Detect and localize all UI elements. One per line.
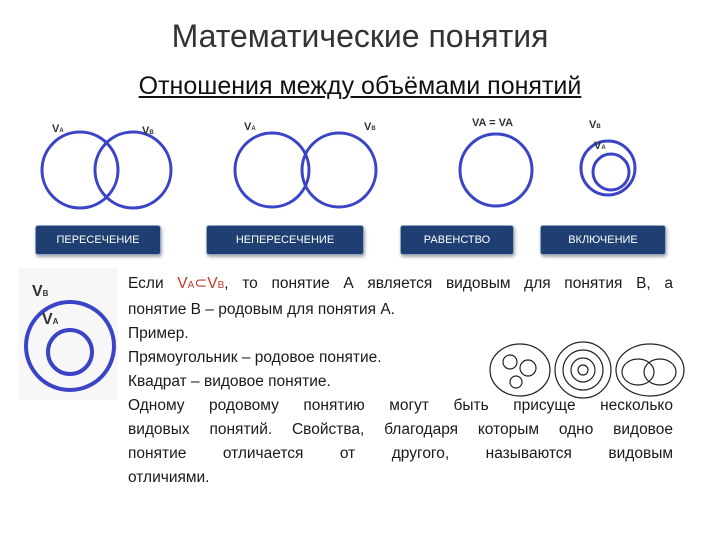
example-circle bbox=[616, 344, 684, 396]
example-diagrams bbox=[488, 340, 688, 402]
label-va: VA bbox=[52, 123, 64, 135]
text-line-4: Прямоугольник – родовое понятие. bbox=[128, 349, 382, 366]
circle-b-outer bbox=[26, 302, 114, 390]
example-separate-circles bbox=[490, 344, 550, 396]
circle-ab bbox=[460, 134, 532, 206]
non-intersection-diagram bbox=[235, 121, 376, 207]
example-overlap-ellipses bbox=[616, 344, 684, 396]
text-line-8: понятие отличается от другого, называются видовым bbox=[128, 445, 673, 462]
side-inclusion-diagram bbox=[18, 268, 118, 400]
inclusion-diagram bbox=[581, 119, 635, 195]
text-line-3: Пример. bbox=[128, 325, 189, 342]
example-circle bbox=[578, 365, 588, 375]
label-vb: VB bbox=[364, 121, 376, 133]
label-equality: VA = VA bbox=[472, 117, 514, 129]
side-diagram-svg bbox=[18, 268, 118, 400]
circle-b bbox=[95, 132, 171, 208]
example-circle bbox=[503, 355, 517, 369]
relations-diagrams bbox=[0, 110, 720, 225]
label-va: VA bbox=[594, 140, 606, 152]
inclusion-label: ВКЛЮЧЕНИЕ bbox=[540, 225, 666, 255]
label-vb: VB bbox=[142, 125, 154, 137]
example-nested-circles bbox=[555, 342, 611, 398]
example-circle bbox=[644, 359, 676, 385]
example-circle bbox=[510, 376, 522, 388]
text-line-1: Если VA⊂VB, то понятие А является видовым для понятия В, а bbox=[128, 275, 673, 292]
page-subtitle: Отношения между объёмами понятий bbox=[138, 72, 582, 100]
non-intersection-label: НЕПЕРЕСЕЧЕНИЕ bbox=[206, 225, 364, 255]
label-va: VA bbox=[42, 311, 59, 328]
label-vb: VB bbox=[32, 283, 49, 300]
circle-a-inner bbox=[593, 154, 629, 190]
example-circle bbox=[520, 360, 536, 376]
intersection-label: ПЕРЕСЕЧЕНИЕ bbox=[35, 225, 161, 255]
page-title: Математические понятия bbox=[171, 18, 549, 54]
example-circle bbox=[563, 350, 603, 390]
equality-diagram bbox=[460, 117, 532, 206]
label-vb: VB bbox=[589, 119, 601, 131]
example-circle bbox=[571, 358, 595, 382]
circle-b-outer bbox=[581, 141, 635, 195]
label-va: VA bbox=[244, 121, 256, 133]
text-line-6: Одному родовому понятию могут быть присуще несколько bbox=[128, 397, 673, 414]
circle-a bbox=[235, 133, 309, 207]
text-line-5: Квадрат – видовое понятие. bbox=[128, 373, 331, 390]
text-line-7: видовых понятий. Свойства, благодаря которым одно видовое bbox=[128, 421, 673, 438]
text-line-2: понятие В – родовым для понятия А. bbox=[128, 301, 395, 318]
circle-b bbox=[302, 133, 376, 207]
text-line-9: отличиями. bbox=[128, 469, 210, 486]
circle-a-inner bbox=[48, 330, 92, 374]
equality-label: РАВЕНСТВО bbox=[400, 225, 514, 255]
intersection-diagram bbox=[42, 123, 171, 208]
